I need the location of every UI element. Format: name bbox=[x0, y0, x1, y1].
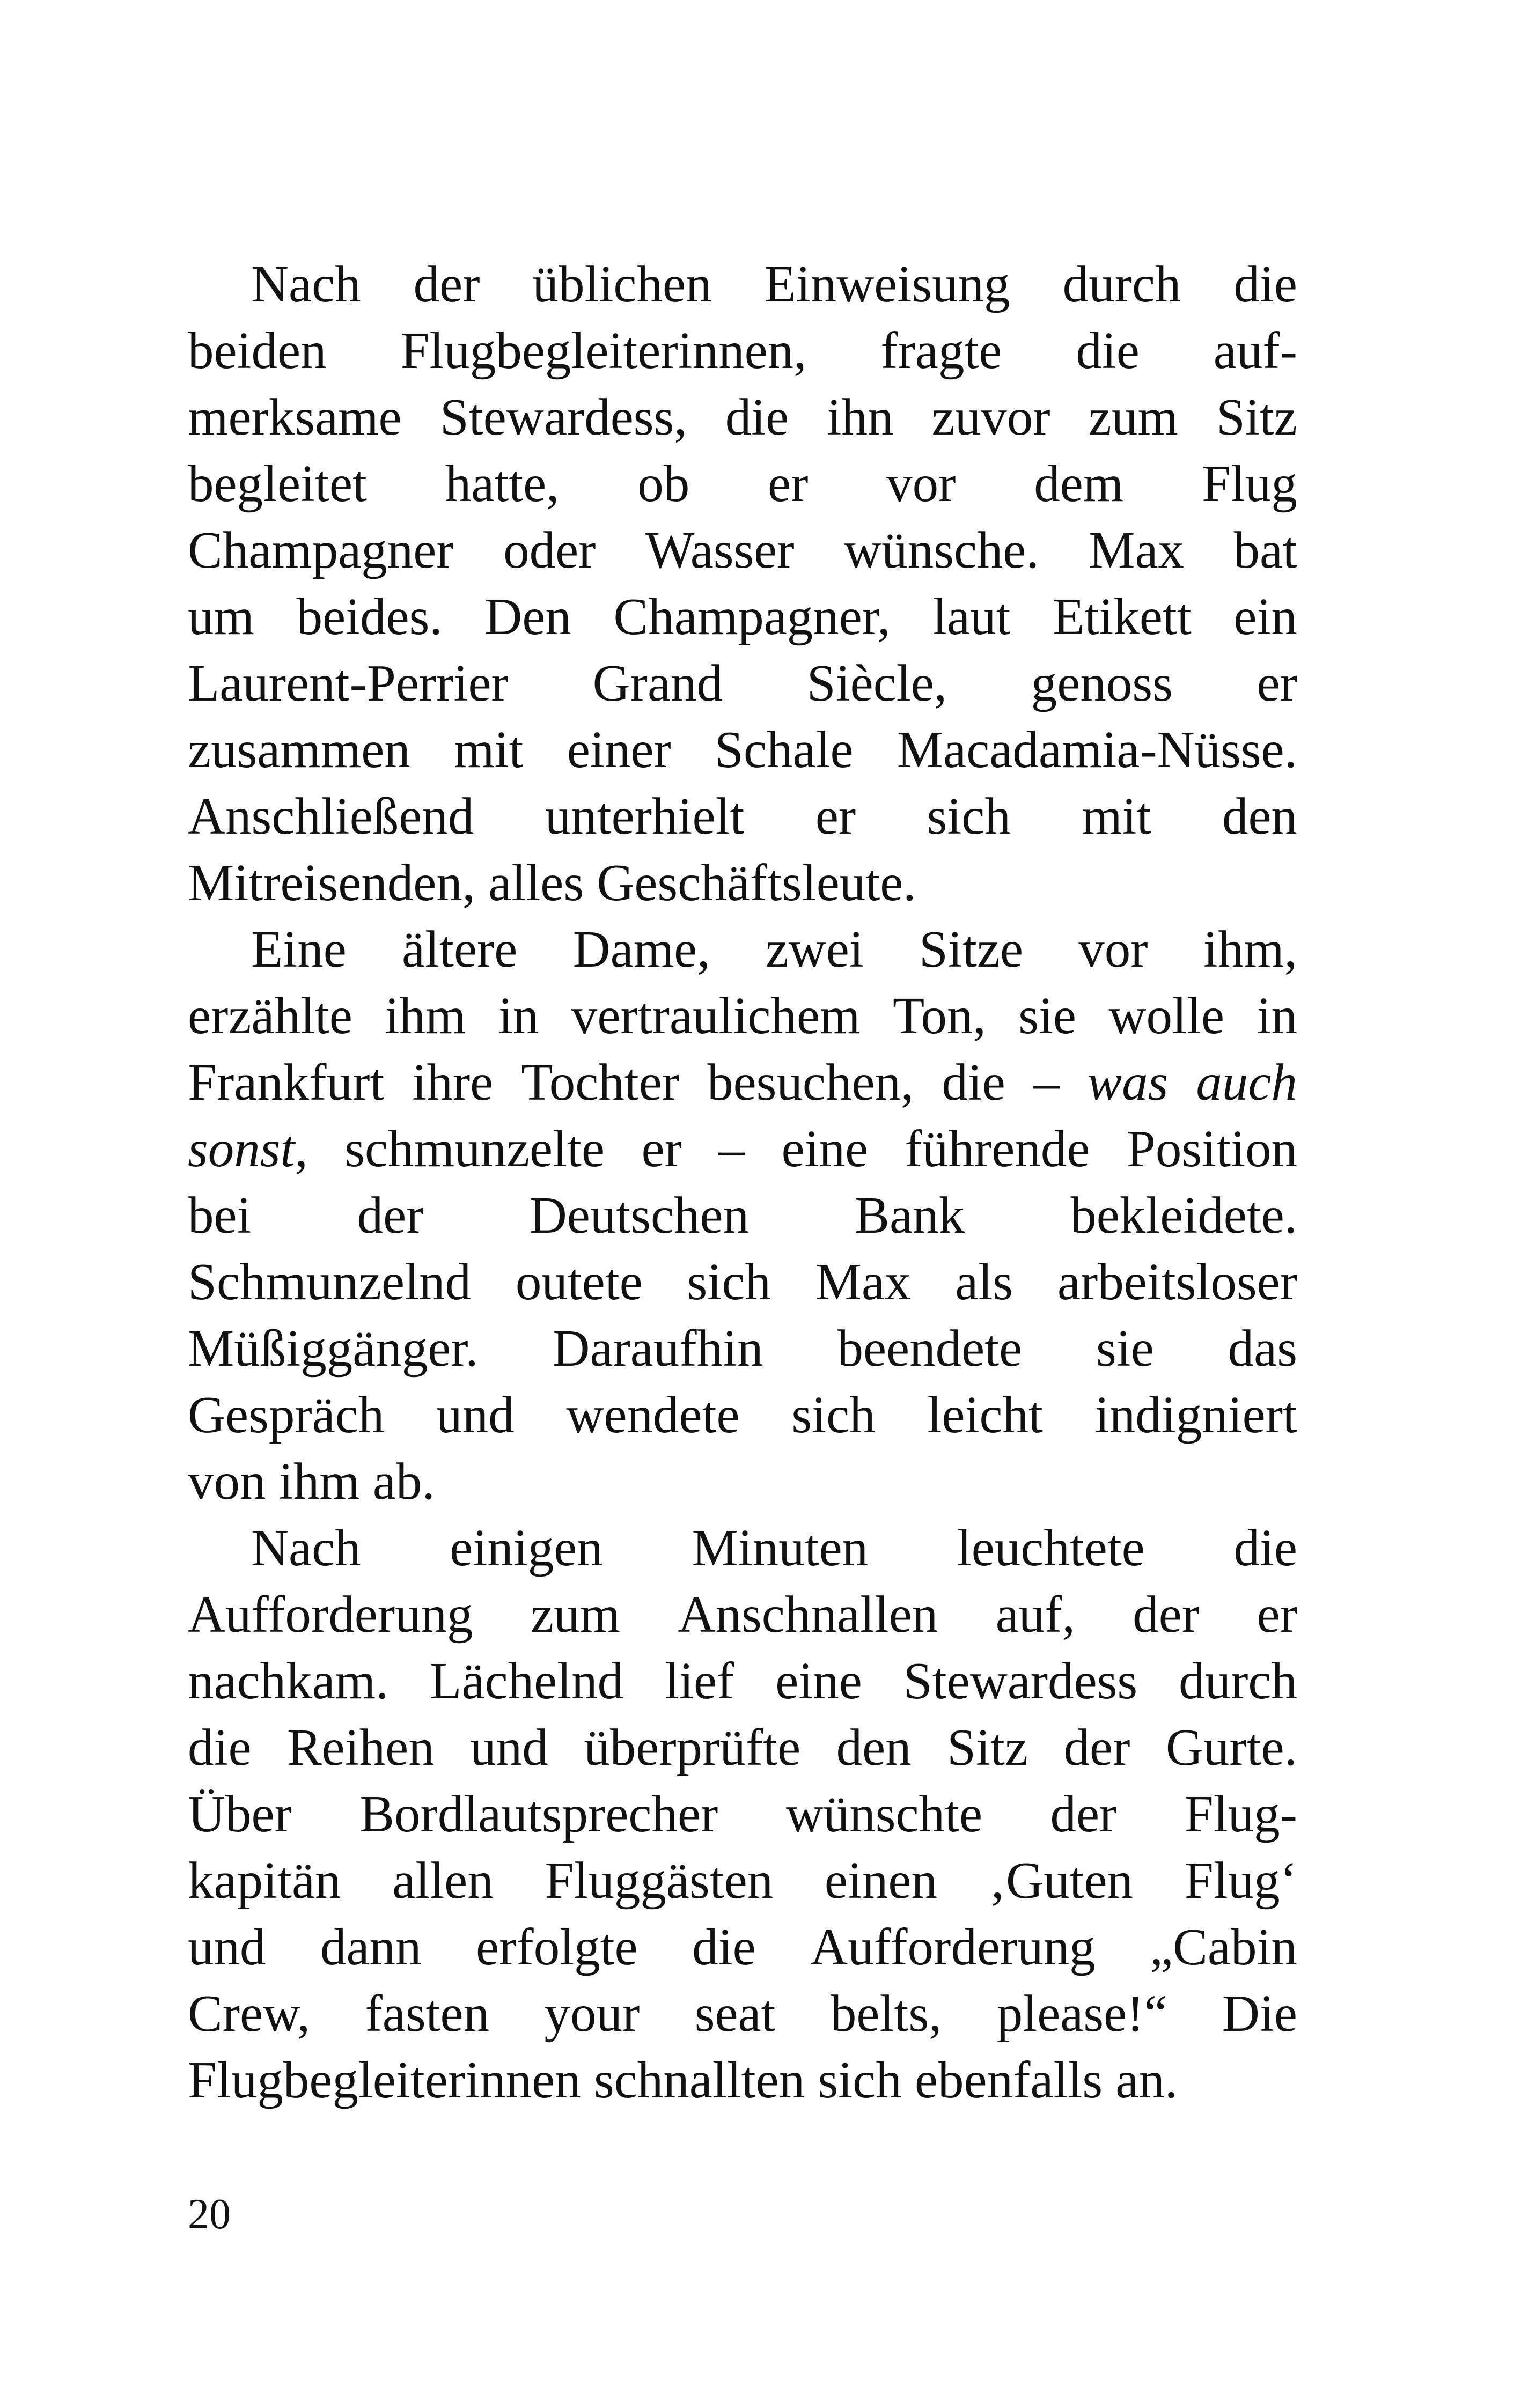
word: Position bbox=[1126, 1120, 1297, 1177]
paragraph bbox=[188, 251, 1297, 916]
word: ebenfalls bbox=[915, 2051, 1103, 2109]
word: Etikett bbox=[1053, 588, 1192, 645]
word: outete bbox=[515, 1253, 643, 1310]
word: allen bbox=[392, 1852, 494, 1909]
text-line bbox=[188, 717, 1297, 783]
text-line bbox=[188, 850, 1297, 916]
word: beiden bbox=[188, 322, 327, 379]
word: Nach bbox=[251, 255, 361, 313]
word: die bbox=[942, 1054, 1005, 1111]
text-line bbox=[188, 517, 1297, 584]
text-line bbox=[188, 451, 1297, 517]
word: fragte bbox=[880, 322, 1002, 379]
word: sonst, bbox=[188, 1120, 308, 1177]
word: zum bbox=[1088, 388, 1178, 446]
word: Stewardess bbox=[903, 1652, 1138, 1710]
word: Fluggästen bbox=[545, 1852, 774, 1909]
word: Crew, bbox=[188, 1985, 311, 2042]
word: als bbox=[955, 1253, 1013, 1310]
word: vor bbox=[1078, 921, 1148, 978]
word: Aufforderung bbox=[810, 1918, 1096, 1976]
word: ihre bbox=[412, 1054, 494, 1111]
word: um bbox=[188, 588, 254, 645]
word: – bbox=[718, 1120, 745, 1177]
word: lief bbox=[665, 1652, 734, 1710]
word: sich bbox=[818, 2051, 902, 2109]
word: sich bbox=[791, 1386, 876, 1444]
word: Laurent-Perrier bbox=[188, 654, 509, 712]
paragraph bbox=[188, 1515, 1297, 2114]
word: in bbox=[498, 987, 539, 1044]
word: ihm, bbox=[1203, 921, 1297, 978]
word: Sitz bbox=[947, 1719, 1028, 1776]
word: Anschließend bbox=[188, 787, 474, 845]
word: ein bbox=[1233, 588, 1297, 645]
word: Frankfurt bbox=[188, 1054, 385, 1111]
word: ob bbox=[637, 455, 690, 512]
text-line bbox=[188, 1980, 1297, 2047]
word: er bbox=[815, 787, 856, 845]
word: your bbox=[544, 1985, 640, 2042]
word: Mitreisenden, bbox=[188, 854, 476, 911]
word: Flugbegleiterinnen, bbox=[400, 322, 807, 379]
word: Über bbox=[188, 1785, 292, 1843]
word: dann bbox=[320, 1918, 422, 1976]
word: sich bbox=[687, 1253, 771, 1310]
word: zwei bbox=[765, 921, 864, 978]
word: Bordlautsprecher bbox=[359, 1785, 718, 1843]
word: ihn bbox=[827, 388, 894, 446]
word: Lächelnd bbox=[430, 1652, 624, 1710]
word: Flugbegleiterinnen bbox=[188, 2051, 581, 2109]
text-line bbox=[188, 783, 1297, 850]
word: kapitän bbox=[188, 1852, 341, 1909]
text-line bbox=[188, 1781, 1297, 1847]
word: sie bbox=[1096, 1320, 1154, 1377]
word: was bbox=[1087, 1054, 1169, 1111]
word: vertraulichem bbox=[571, 987, 861, 1044]
word: auch bbox=[1196, 1054, 1297, 1111]
word: und bbox=[188, 1918, 266, 1976]
body-text bbox=[188, 251, 1297, 2114]
page-number: 20 bbox=[188, 2191, 231, 2238]
word: Bank bbox=[855, 1187, 965, 1244]
word: ältere bbox=[402, 921, 518, 978]
word: Wasser bbox=[645, 521, 795, 579]
word: Einweisung bbox=[764, 255, 1010, 313]
word: eine bbox=[775, 1652, 862, 1710]
word: er bbox=[1257, 654, 1297, 712]
word: please!“ bbox=[996, 1985, 1167, 2042]
word: schmunzelte bbox=[344, 1120, 605, 1177]
word: Flug‘ bbox=[1184, 1852, 1297, 1909]
word: Max bbox=[815, 1253, 911, 1310]
word: Minuten bbox=[692, 1519, 869, 1577]
word: leuchtete bbox=[957, 1519, 1145, 1577]
word: Den bbox=[484, 588, 571, 645]
word: begleitet bbox=[188, 455, 367, 512]
word: merksame bbox=[188, 388, 402, 446]
word: Geschäftsleute. bbox=[597, 854, 916, 911]
word: bei bbox=[188, 1187, 252, 1244]
word: der bbox=[1050, 1785, 1117, 1843]
word: fasten bbox=[365, 1985, 490, 2042]
word: Schale bbox=[715, 721, 854, 778]
word: die bbox=[725, 388, 789, 446]
word: seat bbox=[694, 1985, 776, 2042]
text-line bbox=[188, 1249, 1297, 1315]
word: hatte, bbox=[445, 455, 560, 512]
word: Daraufhin bbox=[552, 1320, 763, 1377]
word: bekleidete. bbox=[1070, 1187, 1297, 1244]
word: beides. bbox=[296, 588, 443, 645]
word: der bbox=[413, 255, 480, 313]
word: indigniert bbox=[1094, 1386, 1297, 1444]
word: mit bbox=[1082, 787, 1151, 845]
word: Nach bbox=[251, 1519, 361, 1577]
word: von bbox=[188, 1453, 266, 1510]
word: auf, bbox=[995, 1586, 1075, 1643]
word: Die bbox=[1222, 1985, 1297, 2042]
text-line bbox=[188, 650, 1297, 717]
word: er bbox=[641, 1120, 682, 1177]
text-line bbox=[188, 1116, 1297, 1182]
text-line bbox=[188, 1648, 1297, 1714]
word: erzählte bbox=[188, 987, 352, 1044]
word: genoss bbox=[1031, 654, 1173, 712]
word: besuchen, bbox=[707, 1054, 914, 1111]
word: auf- bbox=[1213, 322, 1297, 379]
word: oder bbox=[503, 521, 596, 579]
word: zum bbox=[531, 1586, 621, 1643]
text-line bbox=[188, 1382, 1297, 1448]
word: Anschnallen bbox=[678, 1586, 938, 1643]
word: Flug bbox=[1202, 455, 1297, 512]
word: Flug- bbox=[1184, 1785, 1297, 1843]
text-line bbox=[188, 1847, 1297, 1914]
text-line bbox=[188, 1515, 1297, 1581]
word: das bbox=[1228, 1320, 1297, 1377]
word: die bbox=[1233, 255, 1297, 313]
word: an. bbox=[1115, 2051, 1178, 2109]
word: wünschte bbox=[785, 1785, 983, 1843]
word: die bbox=[1233, 1519, 1297, 1577]
text-line bbox=[188, 251, 1297, 318]
word: die bbox=[1076, 322, 1140, 379]
word: sie bbox=[1018, 987, 1076, 1044]
word: überprüfte bbox=[584, 1719, 801, 1776]
word: Reihen bbox=[286, 1719, 435, 1776]
word: beendete bbox=[837, 1320, 1023, 1377]
text-line bbox=[188, 983, 1297, 1049]
word: arbeitsloser bbox=[1057, 1253, 1297, 1310]
word: Grand bbox=[592, 654, 723, 712]
word: „Cabin bbox=[1150, 1918, 1297, 1976]
word: Siècle, bbox=[806, 654, 947, 712]
word: Champagner bbox=[188, 521, 454, 579]
word: Müßiggänger. bbox=[188, 1320, 479, 1377]
word: ihm bbox=[385, 987, 466, 1044]
word: laut bbox=[932, 588, 1011, 645]
word: mit bbox=[454, 721, 524, 778]
text-line bbox=[188, 318, 1297, 384]
word: belts, bbox=[830, 1985, 942, 2042]
word: zusammen bbox=[188, 721, 410, 778]
word: bat bbox=[1233, 521, 1297, 579]
word: leicht bbox=[927, 1386, 1043, 1444]
word: Sitze bbox=[919, 921, 1023, 978]
word: in bbox=[1257, 987, 1297, 1044]
word: der bbox=[357, 1187, 424, 1244]
paragraph bbox=[188, 916, 1297, 1515]
word: ab. bbox=[372, 1453, 435, 1510]
word: der bbox=[1063, 1719, 1130, 1776]
word: – bbox=[1033, 1054, 1060, 1111]
word: eine bbox=[781, 1120, 869, 1177]
word: ‚Guten bbox=[988, 1852, 1134, 1909]
word: die bbox=[692, 1918, 756, 1976]
text-line bbox=[188, 1049, 1297, 1116]
word: schnallten bbox=[593, 2051, 805, 2109]
word: durch bbox=[1062, 255, 1181, 313]
word: Tochter bbox=[521, 1054, 680, 1111]
word: wünsche. bbox=[844, 521, 1039, 579]
word: führende bbox=[905, 1120, 1090, 1177]
word: nachkam. bbox=[188, 1652, 389, 1710]
text-line bbox=[188, 1581, 1297, 1648]
word: einer bbox=[567, 721, 671, 778]
word: üblichen bbox=[532, 255, 712, 313]
word: der bbox=[1133, 1586, 1200, 1643]
word: den bbox=[1222, 787, 1297, 845]
word: und bbox=[470, 1719, 548, 1776]
word: Champagner, bbox=[613, 588, 891, 645]
word: er bbox=[1257, 1586, 1297, 1643]
word: Sitz bbox=[1216, 388, 1297, 446]
word: ihm bbox=[278, 1453, 360, 1510]
word: Dame, bbox=[572, 921, 710, 978]
text-line bbox=[188, 1714, 1297, 1781]
word: vor bbox=[886, 455, 956, 512]
word: zuvor bbox=[931, 388, 1050, 446]
text-line bbox=[188, 584, 1297, 650]
word: einen bbox=[824, 1852, 937, 1909]
word: Gespräch bbox=[188, 1386, 385, 1444]
word: und bbox=[436, 1386, 515, 1444]
word: erfolgte bbox=[476, 1918, 638, 1976]
word: Gurte. bbox=[1165, 1719, 1297, 1776]
text-line bbox=[188, 1182, 1297, 1249]
text-line bbox=[188, 384, 1297, 451]
word: sich bbox=[927, 787, 1011, 845]
word: Stewardess, bbox=[439, 388, 687, 446]
word: wolle bbox=[1108, 987, 1225, 1044]
word: wendete bbox=[566, 1386, 740, 1444]
text-line bbox=[188, 2047, 1297, 2114]
word: Deutschen bbox=[529, 1187, 750, 1244]
text-line bbox=[188, 916, 1297, 983]
word: Aufforderung bbox=[188, 1586, 473, 1643]
word: dem bbox=[1034, 455, 1124, 512]
word: er bbox=[768, 455, 809, 512]
word: durch bbox=[1179, 1652, 1297, 1710]
text-line bbox=[188, 1315, 1297, 1382]
word: unterhielt bbox=[545, 787, 745, 845]
text-line bbox=[188, 1448, 1297, 1515]
word: Ton, bbox=[892, 987, 986, 1044]
word: die bbox=[188, 1719, 252, 1776]
word: alles bbox=[488, 854, 584, 911]
word: einigen bbox=[450, 1519, 603, 1577]
word: Macadamia-Nüsse. bbox=[897, 721, 1297, 778]
word: Eine bbox=[251, 921, 347, 978]
word: den bbox=[836, 1719, 912, 1776]
word: Schmunzelnd bbox=[188, 1253, 472, 1310]
word: Max bbox=[1089, 521, 1185, 579]
text-line bbox=[188, 1914, 1297, 1980]
